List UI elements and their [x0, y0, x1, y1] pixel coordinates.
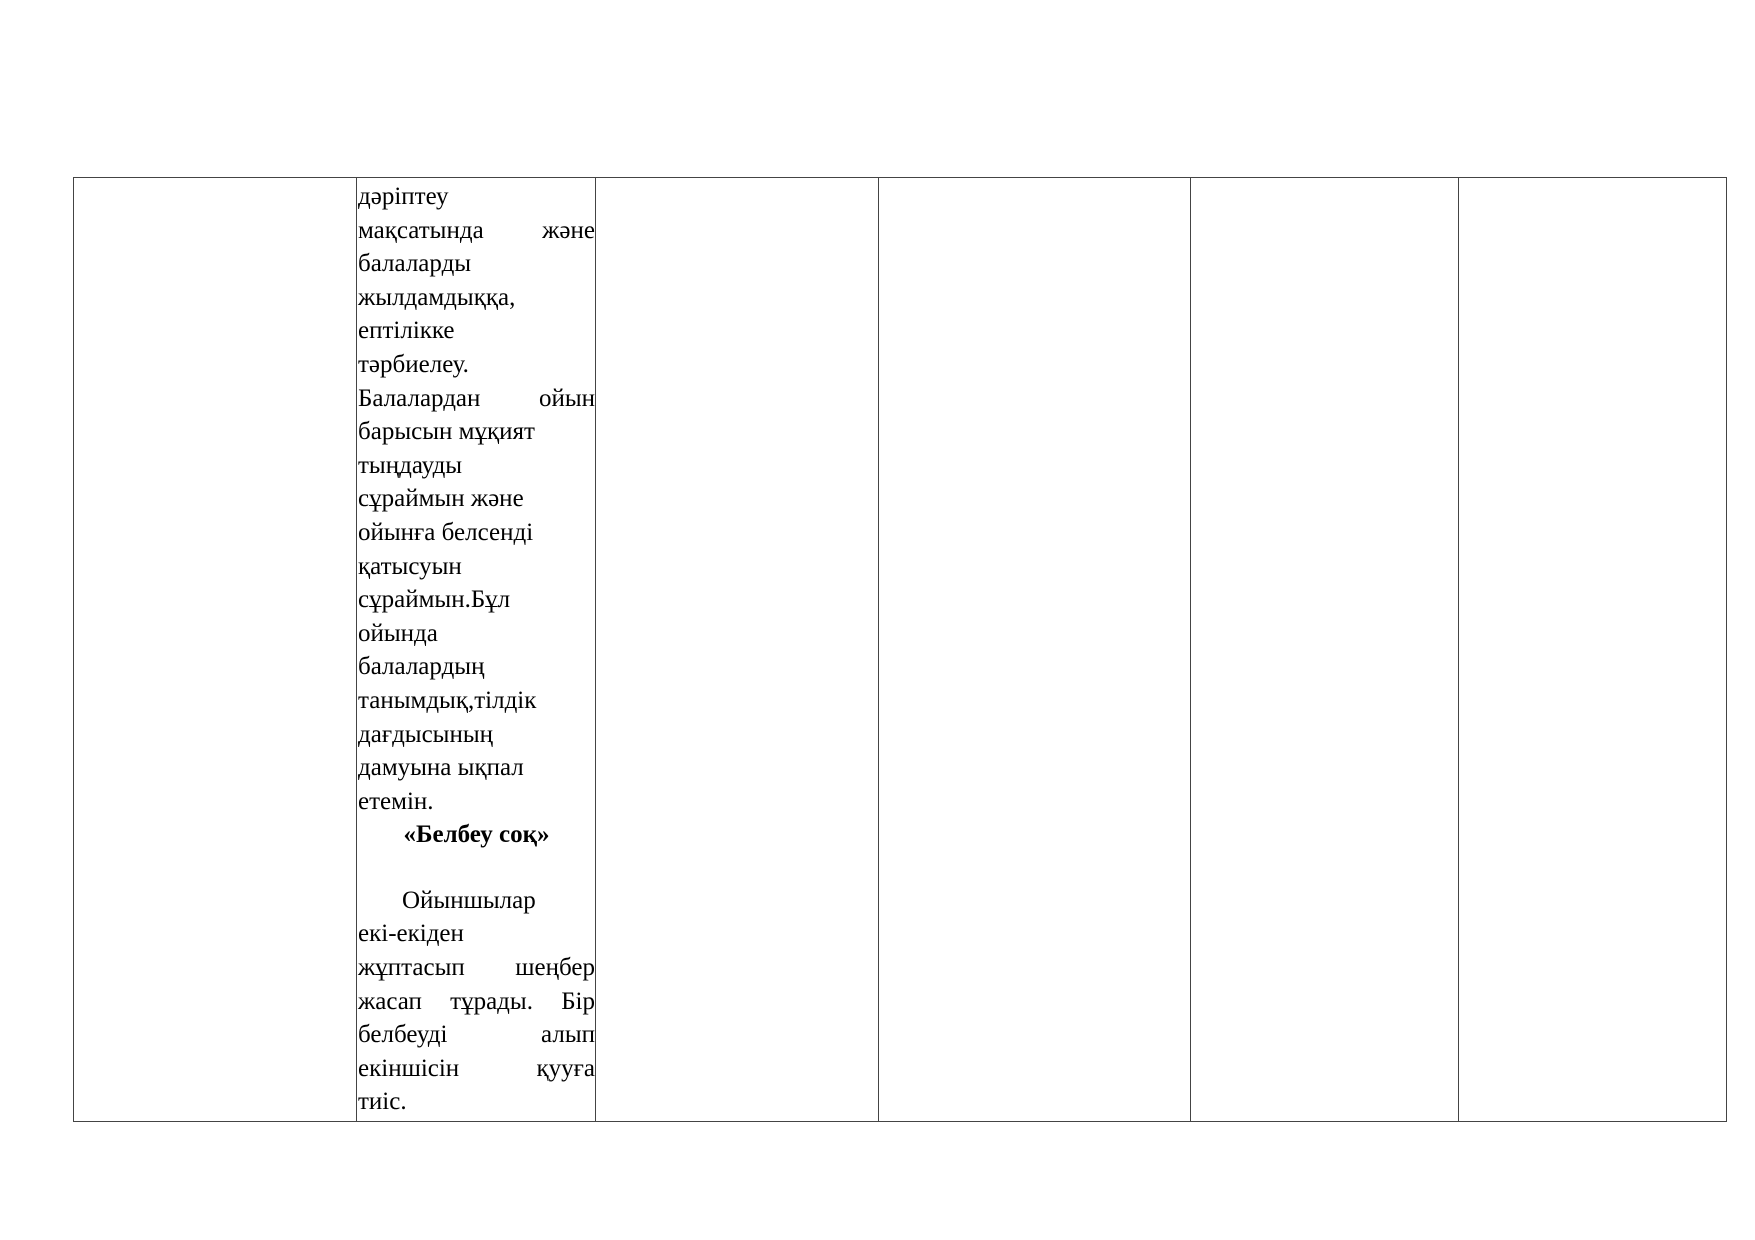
- word: жасап: [358, 987, 422, 1015]
- text-line: тәрбиелеу.: [358, 350, 469, 378]
- text-line: Ойыншылар: [402, 886, 536, 914]
- text-line: ойынға белсенді: [358, 518, 534, 546]
- text-line: тыңдауды: [358, 451, 463, 479]
- word: және: [542, 216, 595, 244]
- word: Бір: [561, 987, 595, 1015]
- text-line: сұраймын.Бұл: [358, 586, 511, 614]
- word: жұптасып: [358, 954, 465, 982]
- text-line: екі-екіден: [358, 920, 464, 948]
- text-line: тиіс.: [358, 1088, 407, 1116]
- word: ойын: [538, 384, 595, 412]
- text-line: балаларды: [358, 250, 472, 278]
- text-line: [358, 1018, 595, 1052]
- text-line: сұраймын және: [358, 485, 524, 513]
- word: мақсатында: [358, 216, 484, 244]
- text-line: [358, 951, 595, 985]
- text-line: [358, 985, 595, 1019]
- word: белбеуді: [358, 1021, 448, 1049]
- text-line: [358, 214, 595, 248]
- word: Балалардан: [358, 384, 481, 412]
- text-line: барысын мұқият: [358, 418, 535, 446]
- text-line: дағдысының: [358, 720, 494, 748]
- text-line: дамуына ықпал: [358, 754, 524, 782]
- table-cell-4: [879, 178, 1191, 1122]
- text-line: танымдық,тілдік: [358, 686, 537, 714]
- text-line: [358, 382, 595, 416]
- document-table: [73, 177, 1727, 1122]
- word: екіншісін: [358, 1054, 460, 1082]
- game-title: «Белбеу соқ»: [403, 821, 550, 849]
- word: қууға: [536, 1054, 595, 1082]
- paragraph-rules: [358, 884, 595, 1119]
- text-line: [358, 1052, 595, 1086]
- table-row: [74, 178, 1727, 1122]
- text-line: ептілікке: [358, 317, 455, 345]
- blank-line: [358, 852, 595, 884]
- text-line: етемін.: [358, 787, 434, 815]
- table-cell-2: [357, 178, 596, 1122]
- paragraph-description: [358, 180, 595, 818]
- text-line: балалардың: [358, 653, 485, 681]
- table-cell-1: [74, 178, 357, 1122]
- text-line: қатысуын: [358, 552, 462, 580]
- word: шеңбер: [515, 954, 595, 982]
- text-line: дәріптеу: [358, 183, 449, 210]
- word: тұрады.: [450, 987, 533, 1015]
- table-cell-5: [1191, 178, 1459, 1122]
- table-cell-6: [1459, 178, 1727, 1122]
- word: алып: [541, 1021, 595, 1049]
- table-cell-3: [596, 178, 879, 1122]
- text-line: жылдамдыққа,: [358, 283, 516, 311]
- text-line: ойында: [358, 619, 438, 647]
